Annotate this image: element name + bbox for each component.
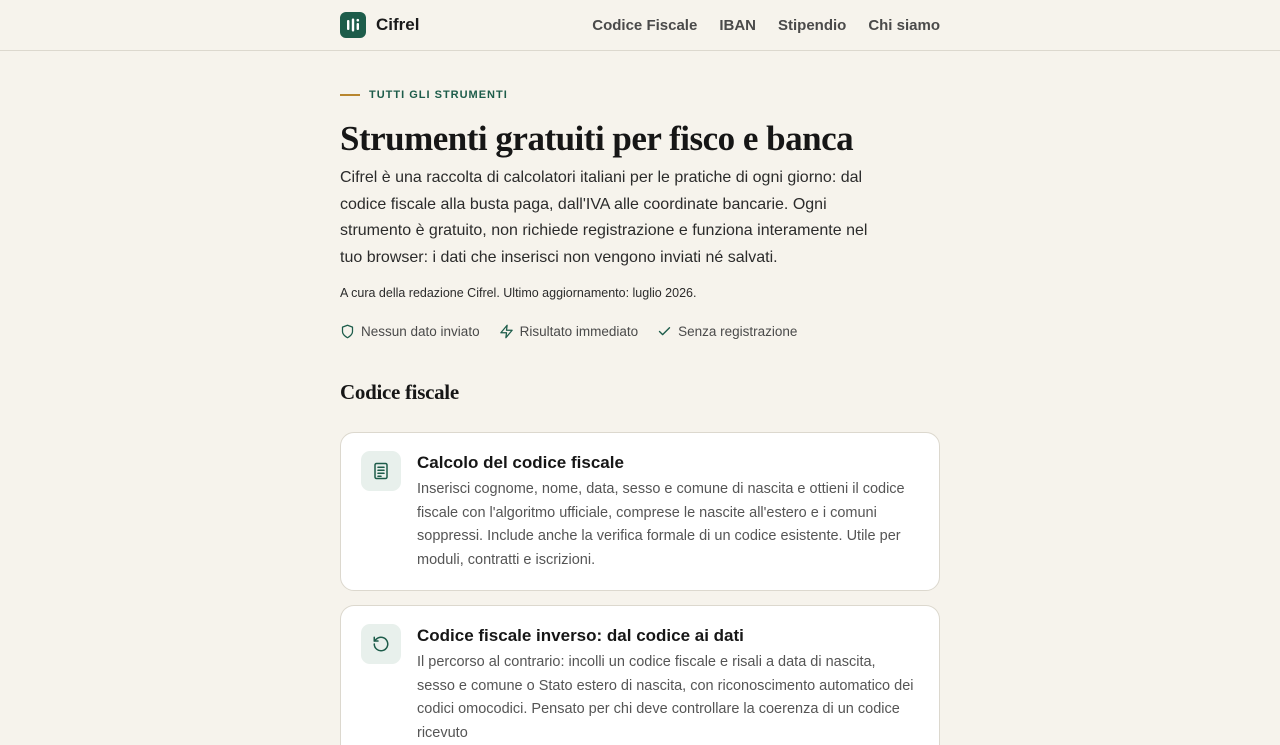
tool-card-codice-fiscale-inverso[interactable]	[340, 605, 940, 745]
reverse-arrow-icon	[361, 624, 401, 664]
section-title: Codice fiscale	[340, 380, 459, 404]
badge-label: Nessun dato inviato	[361, 324, 480, 339]
tool-card-calcolo-codice-fiscale[interactable]	[340, 432, 940, 591]
card-description: Il percorso al contrario: incolli un codice fiscale e risali a data di nascita, sesso e comune o Stato estero di nascita, con riconoscimento automatico dei codici omocodici. Pensato per chi deve controllare la coerenza di un codice ricevuto	[417, 654, 914, 742]
eyebrow-line	[340, 94, 360, 96]
card-body	[417, 624, 915, 742]
nav-link-stipendio[interactable]: Stipendio	[777, 16, 847, 34]
badge-immediate	[499, 324, 639, 339]
feature-badges	[340, 324, 797, 339]
page-title: Strumenti gratuiti per fisco e banca	[340, 119, 854, 158]
badge-label: Risultato immediato	[519, 324, 639, 339]
brand-logo-link[interactable]	[340, 12, 419, 38]
nav-link-chi-siamo[interactable]: Chi siamo	[868, 16, 940, 34]
check-icon	[657, 324, 672, 339]
eyebrow-text: TUTTI GLI STRUMENTI	[369, 89, 508, 101]
nav-link-codice-fiscale[interactable]: Codice Fiscale	[592, 16, 698, 34]
brand-name: Cifrel	[376, 15, 420, 34]
badge-no-registration	[657, 324, 797, 339]
nav-link-iban[interactable]: IBAN	[719, 16, 756, 34]
byline: A cura della redazione Cifrel. Ultimo aggiornamento: luglio 2026.	[340, 286, 697, 300]
lightning-icon	[499, 324, 514, 339]
eyebrow	[340, 89, 508, 101]
site-header	[0, 0, 1280, 51]
logo-icon	[340, 12, 366, 38]
document-icon	[361, 451, 401, 491]
card-title: Calcolo del codice fiscale	[417, 453, 624, 472]
card-body	[417, 451, 915, 572]
shield-icon	[340, 324, 355, 339]
card-description: Inserisci cognome, nome, data, sesso e comune di nascita e ottieni il codice fiscale con l'algoritmo ufficiale, comprese le nascite all'estero e i comuni soppressi. Include anche la verifica formale di un codice esistente. Utile per moduli, contratti e iscrizioni.	[417, 481, 905, 569]
intro-paragraph: Cifrel è una raccolta di calcolatori italiani per le pratiche di ogni giorno: dal codice fiscale alla busta paga, dall'IVA alle coordinate bancarie. Ogni strumento è gratuito, non richiede registrazione e funziona interamente nel tuo browser: i dati che inserisci non vengono inviati né salvati.	[340, 169, 868, 266]
badge-no-data	[340, 324, 480, 339]
badge-label: Senza registrazione	[678, 324, 798, 339]
card-title: Codice fiscale inverso: dal codice ai dati	[417, 626, 744, 645]
main-nav	[592, 17, 940, 34]
